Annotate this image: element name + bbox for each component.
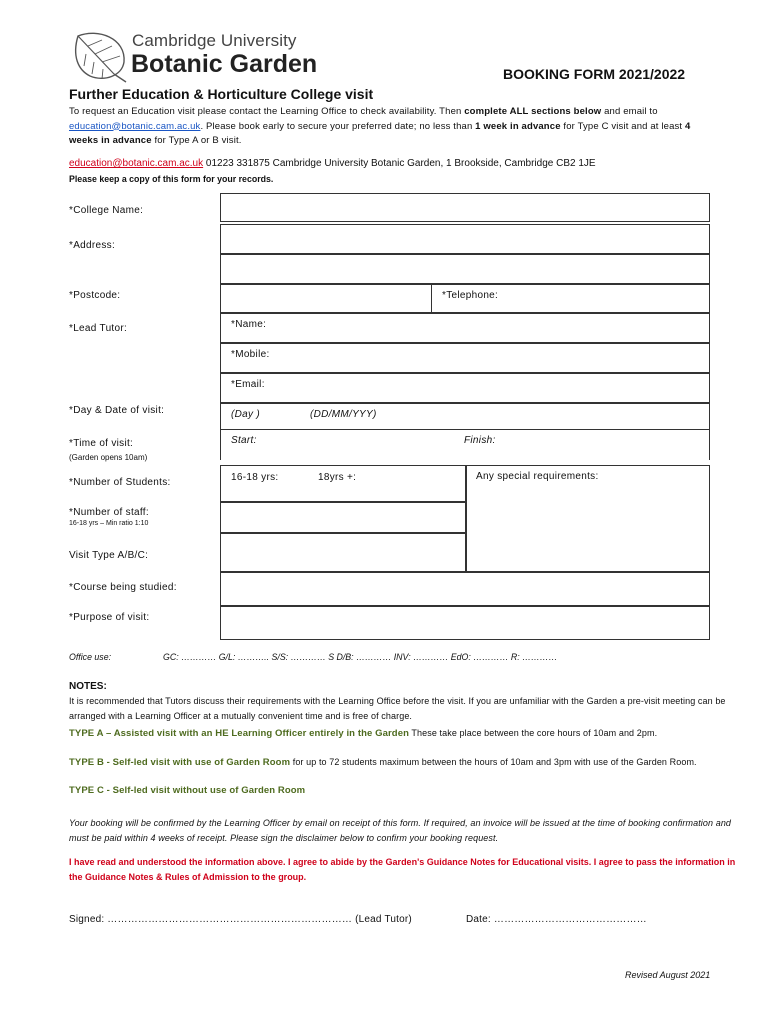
intro-text-4: for Type C visit and at least <box>560 120 685 132</box>
disclaimer-text: I have read and understood the information above. I agree to abide by the Garden's Guidance Notes for Educational visits. I agree to pass the information in the Guidance Notes & Rules of Admission to the group. <box>69 857 736 882</box>
finish-label: Finish: <box>464 435 496 446</box>
visit-type-field[interactable] <box>220 533 466 572</box>
start-label: Start: <box>231 435 257 446</box>
num-students-label: *Number of Students: <box>69 477 171 488</box>
tutor-name-field[interactable] <box>220 313 710 343</box>
tutor-name-label: *Name: <box>231 319 267 330</box>
intro-bold-1: complete ALL sections below <box>464 106 602 117</box>
type-b-note <box>69 755 734 771</box>
intro-bold-3: 4 weeks in advance <box>69 120 691 146</box>
intro-text-3: . Please book early to secure your preferred date; no less than <box>200 120 476 132</box>
contact-email-link[interactable]: education@botanic.cam.ac.uk <box>69 158 204 169</box>
special-requirements-field[interactable] <box>466 465 710 572</box>
type-b-text: for up to 72 students maximum between the hours of 10am and 3pm with use of the Garden Room. <box>290 757 697 767</box>
leaf-logo-icon <box>68 26 130 84</box>
day-date-field[interactable] <box>220 403 710 430</box>
intro-text-5: for Type A or B visit. <box>151 135 242 146</box>
contact-address: 01223 331875 Cambridge University Botanic Garden, 1 Brookside, Cambridge CB2 1JE <box>203 158 596 169</box>
day-date-label: *Day & Date of visit: <box>69 405 165 416</box>
intro-bold-2: 1 week in advance <box>475 120 561 132</box>
day-hint: (Day ) <box>231 409 261 420</box>
telephone-field[interactable] <box>431 284 710 313</box>
num-staff-field[interactable] <box>220 502 466 533</box>
office-use-label: Office use: <box>69 652 112 662</box>
type-a-note <box>69 726 734 742</box>
purpose-label: *Purpose of visit: <box>69 612 150 623</box>
purpose-field[interactable] <box>220 606 710 640</box>
age-18plus-label: 18yrs +: <box>318 472 357 483</box>
tutor-mobile-label: *Mobile: <box>231 349 270 360</box>
type-c-title: TYPE C - Self-led visit without use of Garden Room <box>69 785 306 796</box>
logo-university-text: Cambridge University <box>132 31 297 50</box>
telephone-label: *Telephone: <box>442 290 499 301</box>
garden-opens-note: (Garden opens 10am) <box>69 453 148 462</box>
type-a-text: These take place between the core hours of 10am and 2pm. <box>408 728 658 738</box>
tutor-email-field[interactable] <box>220 373 710 403</box>
course-field[interactable] <box>220 572 710 606</box>
college-name-field[interactable] <box>220 193 710 222</box>
date-line[interactable]: Date: ……………………………………… <box>466 914 647 925</box>
intro-paragraph <box>69 105 719 149</box>
date-format-hint: (DD/MM/YYY) <box>310 409 377 420</box>
notes-heading: NOTES: <box>69 681 107 692</box>
intro-text-2: and email to <box>601 106 658 117</box>
college-name-label: *College Name: <box>69 205 144 216</box>
ratio-note: 16-18 yrs – Min ratio 1:10 <box>69 520 149 527</box>
postcode-field[interactable] <box>220 284 432 313</box>
signature-line[interactable]: Signed: ……………………………………………………………… (Lead Tutor) <box>69 914 412 925</box>
notes-text: It is recommended that Tutors discuss their requirements with the Learning Office before the visit. If you are unfamiliar with the Garden a pre-visit meeting can be arranged with a Learning Officer at a mutually convenient time and is free of charge. <box>69 696 726 721</box>
intro-email-link[interactable]: education@botanic.cam.ac.uk <box>69 120 201 132</box>
num-staff-label: *Number of staff: <box>69 507 149 518</box>
num-students-field[interactable] <box>220 465 466 502</box>
lead-tutor-label: *Lead Tutor: <box>69 323 128 334</box>
page-title: Further Education & Horticulture College visit <box>69 86 374 102</box>
postcode-label: *Postcode: <box>69 290 121 301</box>
type-b-title: TYPE B - Self-led visit with use of Garden Room <box>69 757 291 768</box>
type-a-title: TYPE A – Assisted visit with an HE Learning Officer entirely in the Garden <box>69 728 409 739</box>
type-c-note <box>69 783 734 799</box>
address-field-line1[interactable] <box>220 224 710 254</box>
tutor-mobile-field[interactable] <box>220 343 710 373</box>
revised-note: Revised August 2021 <box>625 970 711 980</box>
tutor-email-label: *Email: <box>231 379 265 390</box>
booking-form-heading: BOOKING FORM 2021/2022 <box>503 66 686 82</box>
keep-copy-note: Please keep a copy of this form for your records. <box>69 174 274 184</box>
visit-type-label: Visit Type A/B/C: <box>69 550 149 561</box>
contact-line <box>69 158 596 169</box>
office-use-codes: GC: ………… G/L: ……….. S/S: ………… S D/B: ………… INV: ………… EdO: ………… R: ………… <box>163 652 558 662</box>
special-requirements-label: Any special requirements: <box>476 471 599 482</box>
logo-garden-text: Botanic Garden <box>131 50 318 78</box>
intro-text-1: To request an Education visit please contact the Learning Office to check availability. Then <box>69 106 465 117</box>
time-label: *Time of visit: <box>69 438 134 449</box>
age-1618-label: 16-18 yrs: <box>231 472 279 483</box>
course-label: *Course being studied: <box>69 582 177 593</box>
time-field[interactable] <box>220 430 710 460</box>
confirmation-text: Your booking will be confirmed by the Learning Officer by email on receipt of this form. If required, an invoice will be issued at the time of booking confirmation and must be paid within 4 weeks of receipt. Please sign the disclaimer below to confirm your booking request. <box>69 818 732 843</box>
address-label: *Address: <box>69 240 116 251</box>
address-field-line2[interactable] <box>220 254 710 284</box>
